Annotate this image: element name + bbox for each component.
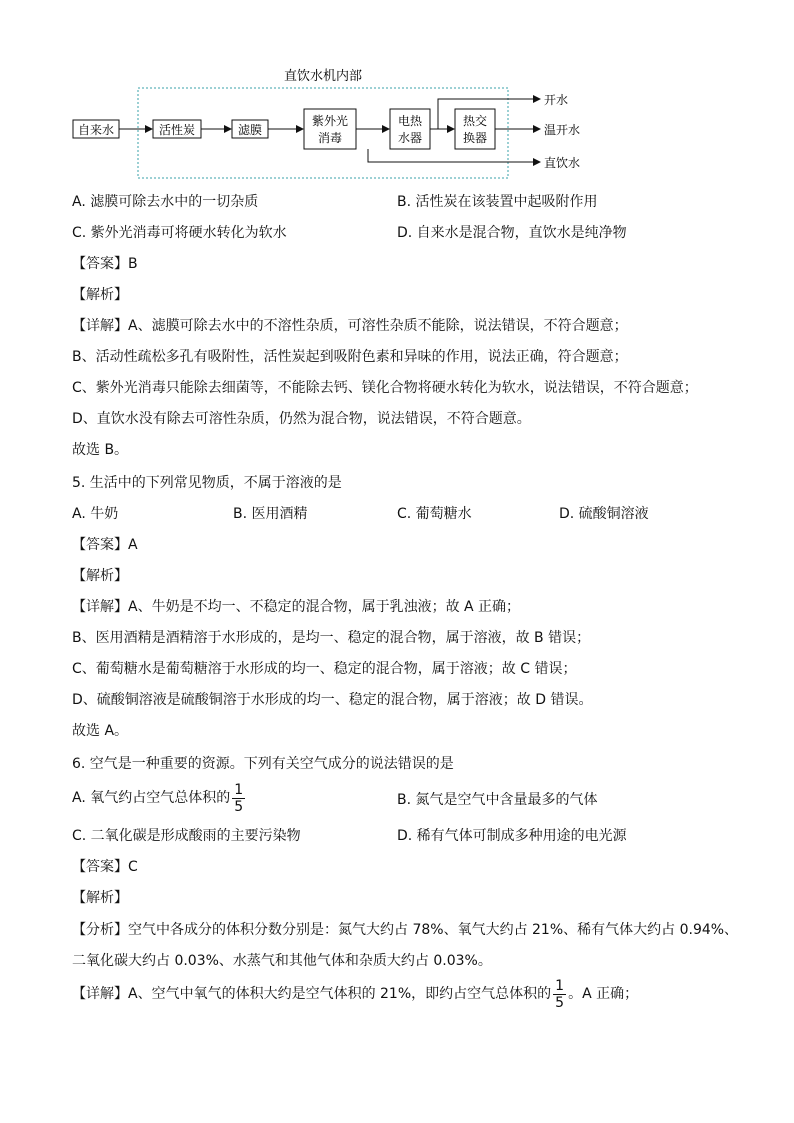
q5-option-d: D. 硫酸铜溶液 (559, 506, 649, 522)
q4-option-c: C. 紫外光消毒可将硬水转化为软水 (72, 225, 287, 241)
q4-answer: 【答案】B (72, 256, 138, 272)
q4-detail-b: B、活动性疏松多孔有吸附性，活性炭起到吸附色素和异味的作用，说法正确，符合题意； (72, 349, 628, 365)
water-purifier-diagram (68, 62, 628, 182)
q6-detail-a (72, 976, 638, 1012)
label-tap-water: 自来水 (77, 123, 115, 137)
q5-option-c: C. 葡萄糖水 (397, 506, 472, 522)
q4-option-b: B. 活性炭在该装置中起吸附作用 (397, 194, 598, 210)
q5-detail-d: D、硫酸铜溶液是硫酸铜溶于水形成的均一、稳定的混合物，属于溶液；故 D 错误。 (72, 692, 593, 708)
q6-detail-a-pre: 【详解】A、空气中氧气的体积大约是空气体积的 21%，即约占空气总体积的 (72, 986, 552, 1002)
fraction-denominator-detail: 5 (555, 994, 565, 1011)
q4-conclusion: 故选 B。 (72, 442, 129, 458)
fraction-one-fifth-detail (553, 978, 566, 1011)
q6-option-a (72, 780, 247, 816)
q6-option-b: B. 氮气是空气中含量最多的气体 (397, 792, 598, 808)
q4-detail-c: C、紫外光消毒只能除去细菌等，不能除去钙、镁化合物将硬水转化为软水，说法错误，不符合题意； (72, 380, 698, 396)
output-boiling: 开水 (544, 93, 569, 107)
q5-analysis-heading: 【解析】 (72, 568, 128, 584)
q6-analysis-heading: 【解析】 (72, 890, 128, 906)
q5-detail-a: 【详解】A、牛奶是不均一、不稳定的混合物，属于乳浊液；故 A 正确； (72, 599, 521, 615)
q5-option-b: B. 医用酒精 (233, 506, 308, 522)
label-heater-2: 水器 (397, 131, 423, 145)
label-membrane: 滤膜 (237, 123, 263, 137)
label-exchanger-2: 换器 (462, 131, 488, 145)
q6-option-a-text: A. 氧气约占空气总体积的 (72, 790, 231, 806)
fraction-one-fifth (232, 782, 245, 815)
label-activated-carbon: 活性炭 (158, 123, 196, 137)
q4-detail-a: 【详解】A、滤膜可除去水中的不溶性杂质，可溶性杂质不能除，说法错误，不符合题意； (72, 318, 628, 334)
q5-detail-c: C、葡萄糖水是葡萄糖溶于水形成的均一、稳定的混合物，属于溶液；故 C 错误； (72, 661, 577, 677)
q6-fenxi-line-2: 二氧化碳大约占 0.03%、水蒸气和其他气体和杂质大约占 0.03%。 (72, 953, 492, 969)
output-warm: 温开水 (544, 123, 581, 137)
label-heater-1: 电热 (397, 114, 423, 128)
region-label: 直饮水机内部 (283, 69, 363, 84)
q5-stem: 5. 生活中的下列常见物质，不属于溶液的是 (72, 475, 342, 491)
label-uv-2: 消毒 (317, 131, 343, 145)
q6-stem: 6. 空气是一种重要的资源。下列有关空气成分的说法错误的是 (72, 756, 454, 772)
q5-answer: 【答案】A (72, 537, 138, 553)
q4-detail-d: D、直饮水没有除去可溶性杂质，仍然为混合物，说法错误，不符合题意。 (72, 411, 531, 427)
q4-option-d: D. 自来水是混合物，直饮水是纯净物 (397, 225, 627, 241)
q6-option-c: C. 二氧化碳是形成酸雨的主要污染物 (72, 828, 301, 844)
q6-answer: 【答案】C (72, 859, 138, 875)
arrow-direct (368, 149, 540, 162)
q4-analysis-heading: 【解析】 (72, 287, 128, 303)
fraction-numerator-detail: 1 (555, 977, 565, 994)
q6-option-d: D. 稀有气体可制成多种用途的电光源 (397, 828, 627, 844)
q6-detail-a-post: 。A 正确； (568, 986, 639, 1002)
q6-fenxi-line-1: 【分析】空气中各成分的体积分数分别是：氮气大约占 78%、氧气大约占 21%、稀有气体大约占 0.94%、 (72, 922, 739, 938)
label-uv-1: 紫外光 (311, 114, 349, 128)
q5-option-a: A. 牛奶 (72, 506, 119, 522)
q5-detail-b: B、医用酒精是酒精溶于水形成的，是均一、稳定的混合物，属于溶液，故 B 错误； (72, 630, 591, 646)
fraction-numerator: 1 (234, 781, 244, 798)
fraction-denominator: 5 (234, 798, 244, 815)
q5-conclusion: 故选 A。 (72, 723, 129, 739)
q4-option-a: A. 滤膜可除去水中的一切杂质 (72, 194, 259, 210)
label-exchanger-1: 热交 (462, 114, 488, 128)
output-direct: 直饮水 (544, 156, 581, 170)
